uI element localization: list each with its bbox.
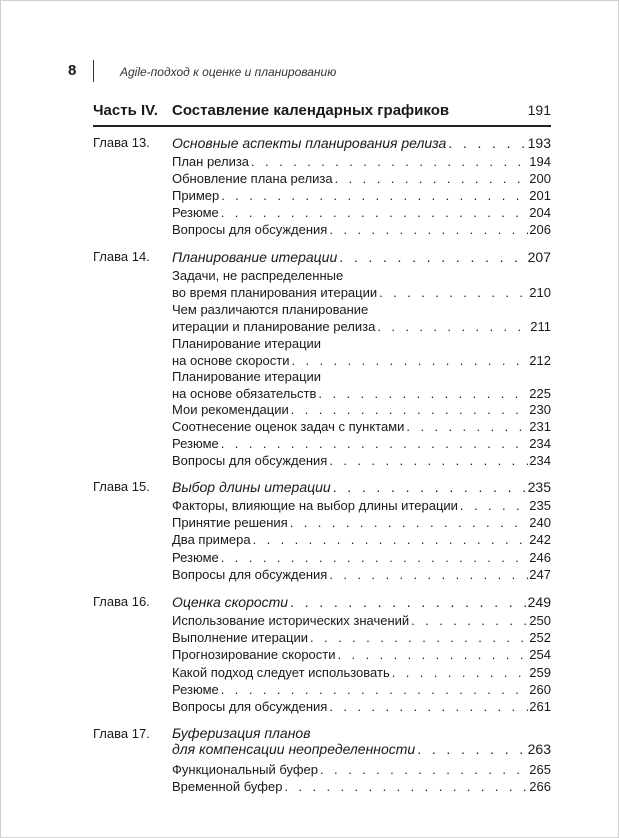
- chapter-13-title-entry[interactable]: Основные аспекты планирования релиза . . . 193: [172, 135, 551, 152]
- chapter-17-title-first-line: Буферизация планов: [172, 725, 311, 741]
- header-divider: [93, 60, 94, 82]
- part-page-number: 191: [527, 102, 551, 118]
- toc-entry[interactable]: Какой подход следует использовать . . . 259: [172, 664, 551, 681]
- toc-entry[interactable]: Выполнение итерации . . . 252: [172, 629, 551, 646]
- page-number: 8: [68, 62, 77, 79]
- part-label: Часть IV.: [93, 102, 158, 119]
- toc-entry[interactable]: Резюме . . . 260: [172, 681, 551, 698]
- toc-entry[interactable]: Мои рекомендации . . . 230: [172, 401, 551, 418]
- chapter-15-label: Глава 15.: [93, 479, 150, 494]
- part-title: Составление календарных графиков: [172, 102, 450, 119]
- toc-entry[interactable]: Временной буфер . . . 266: [172, 778, 551, 795]
- toc-entry[interactable]: Два примера . . . 242: [172, 531, 551, 548]
- toc-entry[interactable]: Вопросы для обсуждения . . . 234: [172, 452, 551, 469]
- toc-entry[interactable]: Вопросы для обсуждения . . . 261: [172, 698, 551, 715]
- toc-entry-first-line: Чем различаются планирование: [172, 302, 369, 317]
- toc-entry[interactable]: Функциональный буфер . . . 265: [172, 761, 551, 778]
- chapter-14-title-entry[interactable]: Планирование итерации . . . 207: [172, 249, 551, 266]
- toc-entry[interactable]: Резюме . . . 234: [172, 435, 551, 452]
- toc-entry-first-line: Планирование итерации: [172, 369, 322, 384]
- running-title: Agile-подход к оценке и планированию: [120, 65, 337, 79]
- toc-entry[interactable]: на основе скорости . . . 212: [172, 352, 551, 369]
- chapter-13-label: Глава 13.: [93, 135, 150, 150]
- part-underline: [93, 125, 551, 127]
- toc-entry[interactable]: итерации и планирование релиза . . . 211: [172, 318, 551, 335]
- toc-entry[interactable]: во время планирования итерации . . . 210: [172, 284, 551, 301]
- chapter-15-title-entry[interactable]: Выбор длины итерации . . . 235: [172, 479, 551, 496]
- toc-entry[interactable]: Резюме . . . 246: [172, 549, 551, 566]
- toc-entry-first-line: Задачи, не распределенные: [172, 268, 344, 283]
- toc-entry[interactable]: Принятие решения . . . 240: [172, 514, 551, 531]
- chapter-17-title-entry[interactable]: для компенсации неопределенности . . . 263: [172, 741, 551, 758]
- chapter-14-label: Глава 14.: [93, 249, 150, 264]
- toc-entry[interactable]: на основе обязательств . . . 225: [172, 385, 551, 402]
- chapter-16-label: Глава 16.: [93, 594, 150, 609]
- chapter-17-label: Глава 17.: [93, 726, 150, 741]
- toc-entry[interactable]: План релиза . . . 194: [172, 153, 551, 170]
- toc-entry[interactable]: Обновление плана релиза . . . 200: [172, 170, 551, 187]
- chapter-16-title-entry[interactable]: Оценка скорости . . . 249: [172, 594, 551, 611]
- part-heading[interactable]: [93, 102, 551, 122]
- toc-entry[interactable]: Прогнозирование скорости . . . 254: [172, 646, 551, 663]
- toc-entry[interactable]: Резюме . . . 204: [172, 204, 551, 221]
- toc-entry-first-line: Планирование итерации: [172, 336, 322, 351]
- toc-entry[interactable]: Вопросы для обсуждения . . . 206: [172, 221, 551, 238]
- toc-entry[interactable]: Пример . . . 201: [172, 187, 551, 204]
- toc-entry[interactable]: Вопросы для обсуждения . . . 247: [172, 566, 551, 583]
- toc-entry[interactable]: Соотнесение оценок задач с пунктами . . . 231: [172, 418, 551, 435]
- toc-entry[interactable]: Использование исторических значений . . . 250: [172, 612, 551, 629]
- toc-entry[interactable]: Факторы, влияющие на выбор длины итерации . . . 235: [172, 497, 551, 514]
